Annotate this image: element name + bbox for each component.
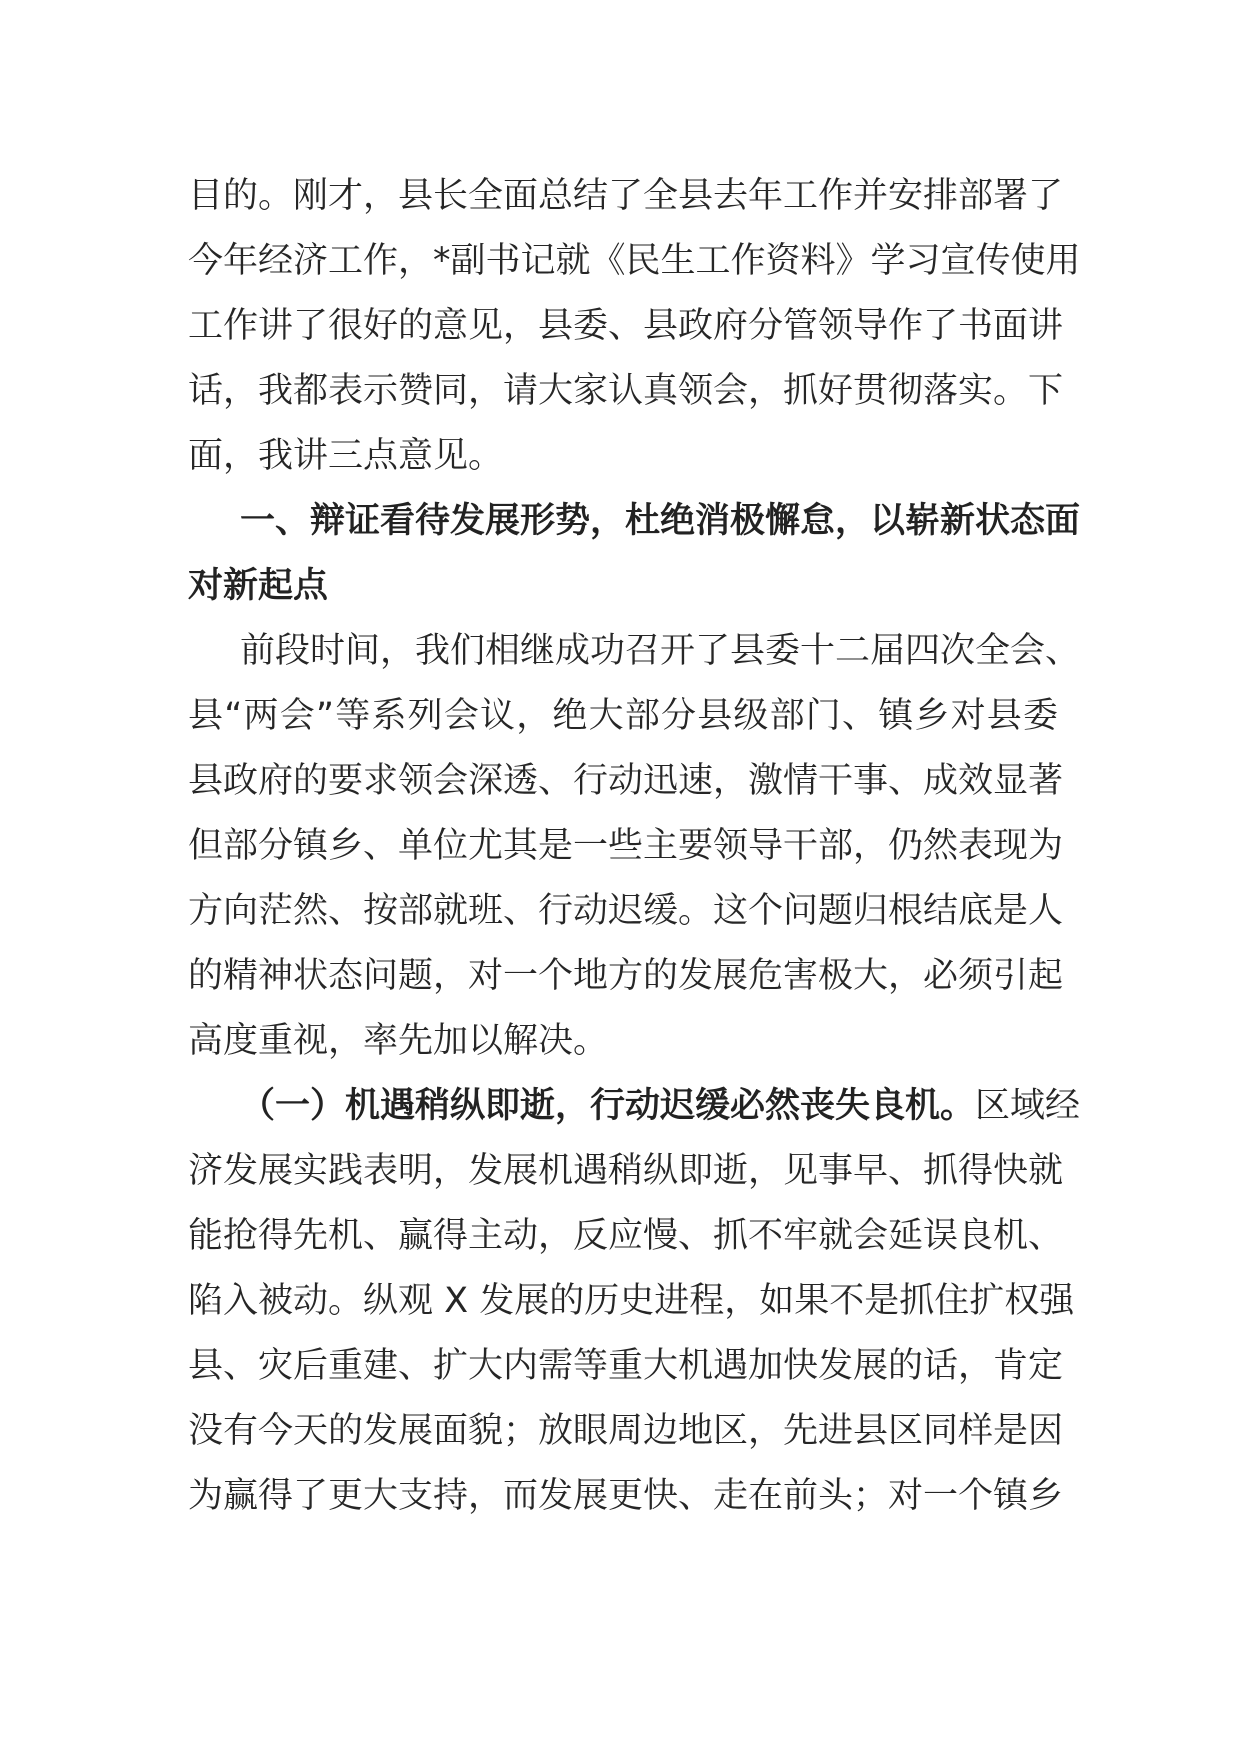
- text-line: 面，我讲三点意见。: [188, 436, 504, 476]
- text-line: 目的。刚才，县长全面总结了全县去年工作并安排部署了: [188, 176, 1064, 216]
- text-line: 没有今天的发展面貌；放眼周边地区，先进县区同样是因: [188, 1411, 1064, 1451]
- subheading-lead: （一）机遇稍纵即逝，行动迟缓必然丧失良机。: [240, 1086, 976, 1126]
- text-line: 方向茫然、按部就班、行动迟缓。这个问题归根结底是人: [188, 891, 1064, 931]
- text-line: 县政府的要求领会深透、行动迅速，激情干事、成效显著: [188, 761, 1064, 801]
- text-line: 话，我都表示赞同，请大家认真领会，抓好贯彻落实。下: [188, 371, 1064, 411]
- text-line: 能抢得先机、赢得主动，反应慢、抓不牢就会延误良机、: [188, 1216, 1064, 1256]
- text-line: 的精神状态问题，对一个地方的发展危害极大，必须引起: [188, 956, 1064, 996]
- text-line: 但部分镇乡、单位尤其是一些主要领导干部，仍然表现为: [188, 826, 1064, 866]
- heading-line: 一、辩证看待发展形势，杜绝消极懈怠，以崭新状态面: [240, 501, 1081, 541]
- text-line-with-lead: [188, 1074, 1081, 1139]
- paragraph-opportunity: [188, 1074, 1081, 1529]
- heading-line: 对新起点: [188, 566, 329, 606]
- paragraph-situation: [188, 619, 1081, 1074]
- text-line: 陷入被动。纵观 X 发展的历史进程，如果不是抓住扩权强: [188, 1281, 1075, 1321]
- text-line: 为赢得了更大支持，而发展更快、走在前头；对一个镇乡: [188, 1476, 1064, 1516]
- text-line: 工作讲了很好的意见，县委、县政府分管领导作了书面讲: [188, 306, 1064, 346]
- paragraph-intro: [188, 164, 1081, 489]
- text-line: 前段时间，我们相继成功召开了县委十二届四次全会、: [240, 631, 1081, 671]
- text-line: 高度重视，率先加以解决。: [188, 1021, 609, 1061]
- section-heading-1: [188, 489, 1081, 619]
- text-line: 今年经济工作，*副书记就《民生工作资料》学习宣传使用: [188, 241, 1081, 281]
- text-line: 县、灾后重建、扩大内需等重大机遇加快发展的话，肯定: [188, 1346, 1064, 1386]
- lead-rest: 区域经: [975, 1086, 1081, 1126]
- text-line: 县“两会”等系列会议，绝大部分县级部门、镇乡对县委: [188, 696, 1058, 736]
- document-body: [188, 164, 1081, 1529]
- text-line: 济发展实践表明，发展机遇稍纵即逝，见事早、抓得快就: [188, 1151, 1064, 1191]
